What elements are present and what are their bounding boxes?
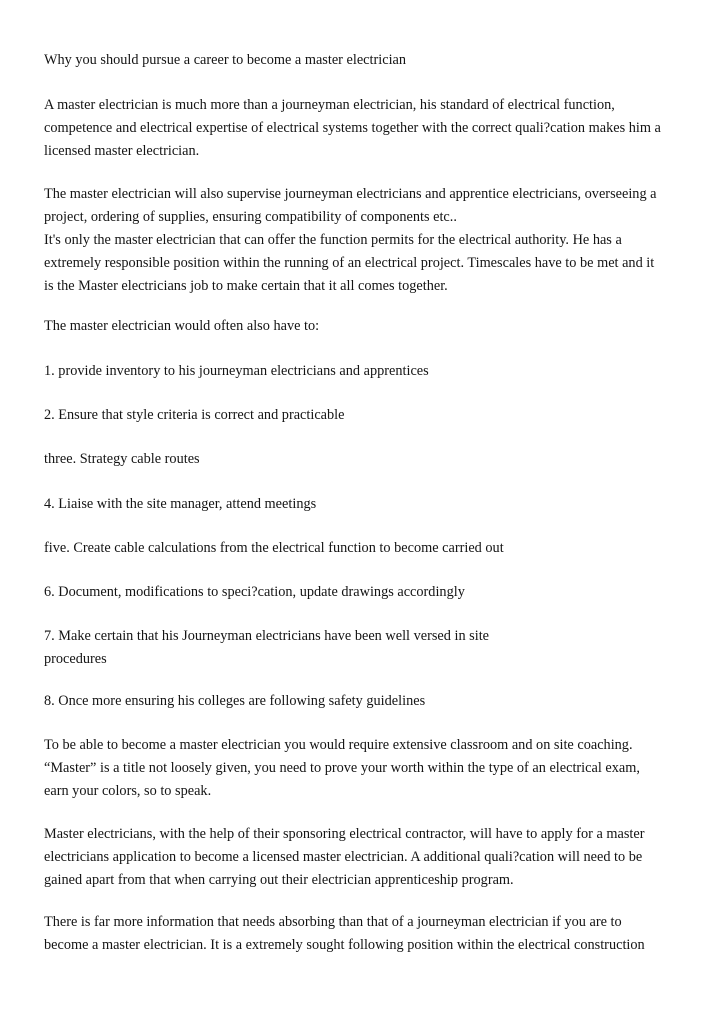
list-item: three. Strategy cable routes xyxy=(44,451,200,467)
list-item-continuation: procedures xyxy=(44,650,107,667)
duty-item-3 xyxy=(44,448,694,471)
paragraph-line: Master electricians, with the help of their sponsoring electrical contractor, will have to apply for a master xyxy=(44,826,645,842)
paragraph-line: project, ordering of supplies, ensuring compatibility of components etc.. xyxy=(44,208,457,225)
paragraph-line: A master electrician is much more than a journeyman electrician, his standard of electrical function, xyxy=(44,97,615,113)
duty-item-5 xyxy=(44,537,694,560)
list-item: 6. Document, modifications to speci?cation, update drawings accordingly xyxy=(44,584,465,600)
paragraph-line: become a master electrician. It is a extremely sought following position within the electrical construction xyxy=(44,936,645,953)
paragraph-line: To be able to become a master electrician you would require extensive classroom and on site coaching. xyxy=(44,737,633,753)
paragraph-line: electricians application to become a licensed master electrician. A additional quali?cation will need to be xyxy=(44,848,643,865)
paragraph-line: It's only the master electrician that can offer the function permits for the electrical authority. He has a xyxy=(44,231,622,248)
paragraph-line: “Master” is a title not loosely given, you need to prove your worth within the type of an electrical exam, xyxy=(44,759,640,776)
duty-item-1 xyxy=(44,360,694,383)
closing-paragraph xyxy=(44,911,694,957)
supervise-paragraph xyxy=(44,183,694,298)
title-line: Why you should pursue a career to become a master electrician xyxy=(44,52,407,68)
list-item: 7. Make certain that his Journeyman electricians have been well versed in site xyxy=(44,628,490,644)
document-title xyxy=(44,49,694,72)
training-paragraph xyxy=(44,734,694,803)
list-item: 4. Liaise with the site manager, attend meetings xyxy=(44,496,317,512)
duty-item-8 xyxy=(44,690,694,713)
list-item: five. Create cable calculations from the electrical function to become carried out xyxy=(44,540,504,556)
application-paragraph xyxy=(44,823,694,892)
duty-item-4 xyxy=(44,493,694,516)
paragraph-line: The master electrician will also supervise journeyman electricians and apprentice electricians, overseeing a xyxy=(44,186,657,202)
duty-item-6 xyxy=(44,581,694,604)
paragraph-line: competence and electrical expertise of electrical systems together with the correct quali?cation makes him a xyxy=(44,119,661,136)
paragraph-line: earn your colors, so to speak. xyxy=(44,782,212,799)
duties-intro xyxy=(44,315,694,338)
paragraph-line: is the Master electricians job to make certain that it all comes together. xyxy=(44,277,448,294)
intro-paragraph xyxy=(44,94,694,163)
paragraph-line: extremely responsible position within the running of an electrical project. Timescales have to be met and it xyxy=(44,254,655,271)
paragraph-line: licensed master electrician. xyxy=(44,142,200,159)
duty-item-7 xyxy=(44,625,694,671)
duty-item-2 xyxy=(44,404,694,427)
paragraph-line: The master electrician would often also have to: xyxy=(44,318,320,334)
list-item: 8. Once more ensuring his colleges are following safety guidelines xyxy=(44,693,426,709)
list-item: 1. provide inventory to his journeyman electricians and apprentices xyxy=(44,363,429,379)
list-item: 2. Ensure that style criteria is correct and practicable xyxy=(44,407,345,423)
paragraph-line: There is far more information that needs absorbing than that of a journeyman electrician if you are to xyxy=(44,914,622,930)
paragraph-line: gained apart from that when carrying out their electrician apprenticeship program. xyxy=(44,871,514,888)
